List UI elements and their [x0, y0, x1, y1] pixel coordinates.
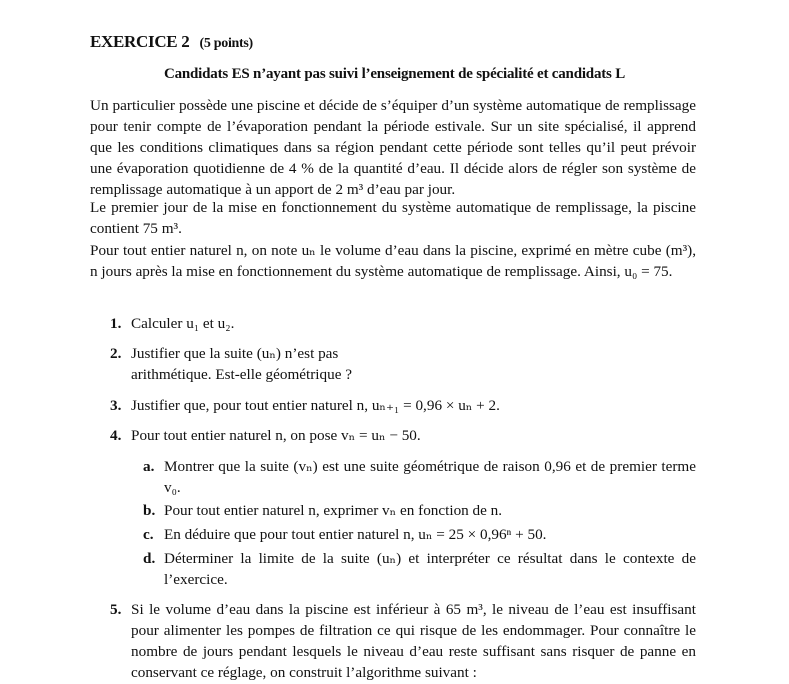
exercise-subtitle: Candidats ES n’ayant pas suivi l’enseignement de spécialité et candidats L — [163, 66, 626, 82]
question-number: 2. — [110, 345, 122, 362]
question-4a — [143, 456, 696, 498]
question-number: 4. — [110, 427, 122, 444]
subquestion-letter: d. — [143, 550, 156, 567]
question-text: Calculer u₁ et u₂. — [131, 315, 235, 332]
subquestion-text: Pour tout entier naturel n, exprimer vₙ en fonction de n. — [164, 502, 503, 519]
question-number: 5. — [110, 601, 122, 618]
intro-paragraph-3: Pour tout entier naturel n, on note uₙ le volume d’eau dans la piscine, exprimé en mètre cube (m³), n jours après la mise en fonctionnement du système automatique de remplissage. Ainsi, u₀ = 75. — [90, 242, 696, 280]
question-3 — [110, 395, 696, 416]
question-text: Justifier que la suite (uₙ) n’est pas arithmétique. Est-elle géométrique ? — [131, 345, 352, 383]
subquestion-text: Déterminer la limite de la suite (uₙ) et interpréter ce résultat dans le contexte de l’exercice. — [164, 550, 696, 588]
intro-paragraph-1: Un particulier possède une piscine et décide de s’équiper d’un système automatique de remplissage pour tenir compte de l’évaporation pendant la période estivale. Sur un site spécialisé, il apprend que les conditions climatiques dans sa région pendant cette période sont telles qu’il peut prévoir une évaporation quotidienne de 4 % de la quantité d’eau. Il décide alors de régler son système de remplissage automatique à un apport de 2 m³ d’eau par jour. — [90, 97, 696, 198]
question-1 — [110, 313, 696, 334]
exercise-points: (5 points) — [199, 36, 253, 51]
exercise-title — [90, 32, 253, 52]
question-4c — [143, 524, 696, 545]
subquestion-letter: b. — [143, 502, 156, 519]
question-5 — [110, 599, 696, 683]
question-4b — [143, 500, 696, 521]
exercise-title-text: EXERCICE 2 — [90, 32, 190, 51]
intro-paragraph-2: Le premier jour de la mise en fonctionnement du système automatique de remplissage, la piscine contient 75 m³. — [90, 199, 696, 237]
question-text: Pour tout entier naturel n, on pose vₙ = uₙ − 50. — [131, 427, 421, 444]
question-number: 3. — [110, 397, 122, 414]
subquestion-text: Montrer que la suite (vₙ) est une suite géométrique de raison 0,96 et de premier terme v₀. — [164, 458, 696, 496]
subquestion-letter: a. — [143, 458, 155, 475]
question-4 — [110, 425, 696, 446]
question-text: Si le volume d’eau dans la piscine est inférieur à 65 m³, le niveau de l’eau est insuffisant pour alimenter les pompes de filtration ce qui risque de les endommager. Pour connaître le nombre de jours pendant lesquels le niveau d’eau reste suffisant sans risquer de panne en conservant ce réglage, on construit l’algorithme suivant : — [131, 601, 696, 681]
subquestion-text: En déduire que pour tout entier naturel n, uₙ = 25 × 0,96ⁿ + 50. — [164, 526, 547, 543]
question-text: Justifier que, pour tout entier naturel n, uₙ₊₁ = 0,96 × uₙ + 2. — [131, 397, 500, 414]
question-4d — [143, 548, 696, 590]
subquestion-letter: c. — [143, 526, 154, 543]
question-2 — [110, 343, 696, 385]
question-number: 1. — [110, 315, 122, 332]
